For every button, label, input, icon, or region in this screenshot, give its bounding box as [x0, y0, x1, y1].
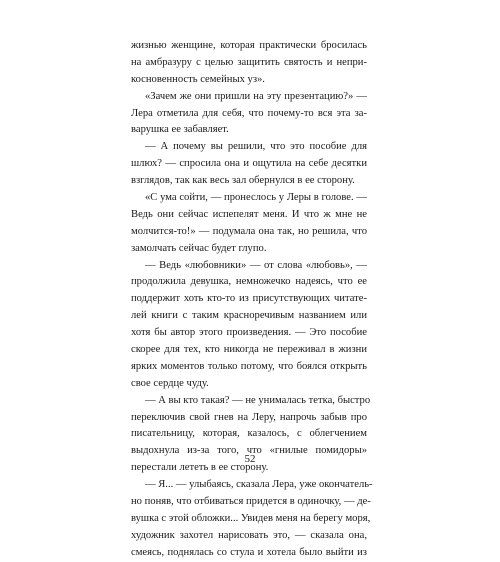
text-line: ярких моментов только потому, что боялся открыть — [131, 360, 367, 372]
text-line: скорее для тех, кто никогда не переживал в жизни — [131, 344, 367, 356]
text-line: смеясь, поднялась со стула и хотела было выйти из — [131, 546, 367, 558]
text-line: «С ума сойти, — пронеслось у Леры в голове. — — [145, 192, 367, 204]
text-line: шлюх? — спросила она и ощутила на себе десятки — [131, 158, 367, 170]
text-line: свое сердце чуду. — [131, 377, 209, 389]
text-line: молчится-то!» — подумала она так, но решила, что — [131, 225, 367, 237]
text-line: на амбразуру с целью защитить святость и непри- — [131, 56, 367, 68]
page-number: 52 — [244, 453, 256, 465]
text-line: художник захотел нарисовать это, — сказала она, — [131, 529, 367, 541]
text-line: жизнью женщине, которая практически бросилась — [131, 40, 367, 51]
text-line: продолжила девушка, немножечко надеясь, что ее — [131, 276, 367, 288]
text-line: лей книги с таким красноречивым названием или — [131, 310, 367, 322]
text-line: — Ведь «любовники» — от слова «любовь», — — [145, 259, 367, 271]
text-line: — А вы кто такая? — не унималась тетка, быстро — [145, 394, 371, 406]
text-line: вушка с этой обложки... Увидев меня на берегу моря, — [131, 512, 371, 524]
text-line: взглядов, так как весь зал обернулся в ее сторону. — [131, 175, 355, 187]
text-line: Лера отметила для себя, что почему-то вся эта за- — [131, 107, 367, 119]
text-line: — А почему вы решили, что это пособие для — [145, 141, 367, 153]
text-line: варушка ее забавляет. — [131, 124, 229, 136]
body-text — [131, 38, 373, 562]
text-line: переключив свой гнев на Леру, напрочь забыв про — [131, 411, 367, 423]
text-line: — Я... — улыбаясь, сказала Лера, уже окончатель- — [145, 479, 373, 491]
text-line: косновенность семейных уз». — [131, 73, 265, 85]
text-line: писательницу, которая, казалось, с облегчением — [131, 428, 367, 440]
text-line: выдохнула из-за того, что «гнилые помидоры» — [131, 445, 367, 457]
text-line: замолчать сейчас будет глупо. — [131, 242, 267, 254]
text-line: Ведь они сейчас испепелят меня. И что ж мне не — [131, 208, 367, 220]
text-line: перестали лететь в ее сторону. — [131, 462, 269, 474]
text-line: но поняв, что отбиваться придется в одиночку, — де- — [131, 496, 371, 508]
text-line: хотя бы автор этого произведения. — Это пособие — [131, 327, 367, 339]
text-line: «Зачем же они пришли на эту презентацию?» — — [145, 90, 367, 102]
text-line: поддержит хоть кто-то из присутствующих читате- — [131, 293, 367, 305]
